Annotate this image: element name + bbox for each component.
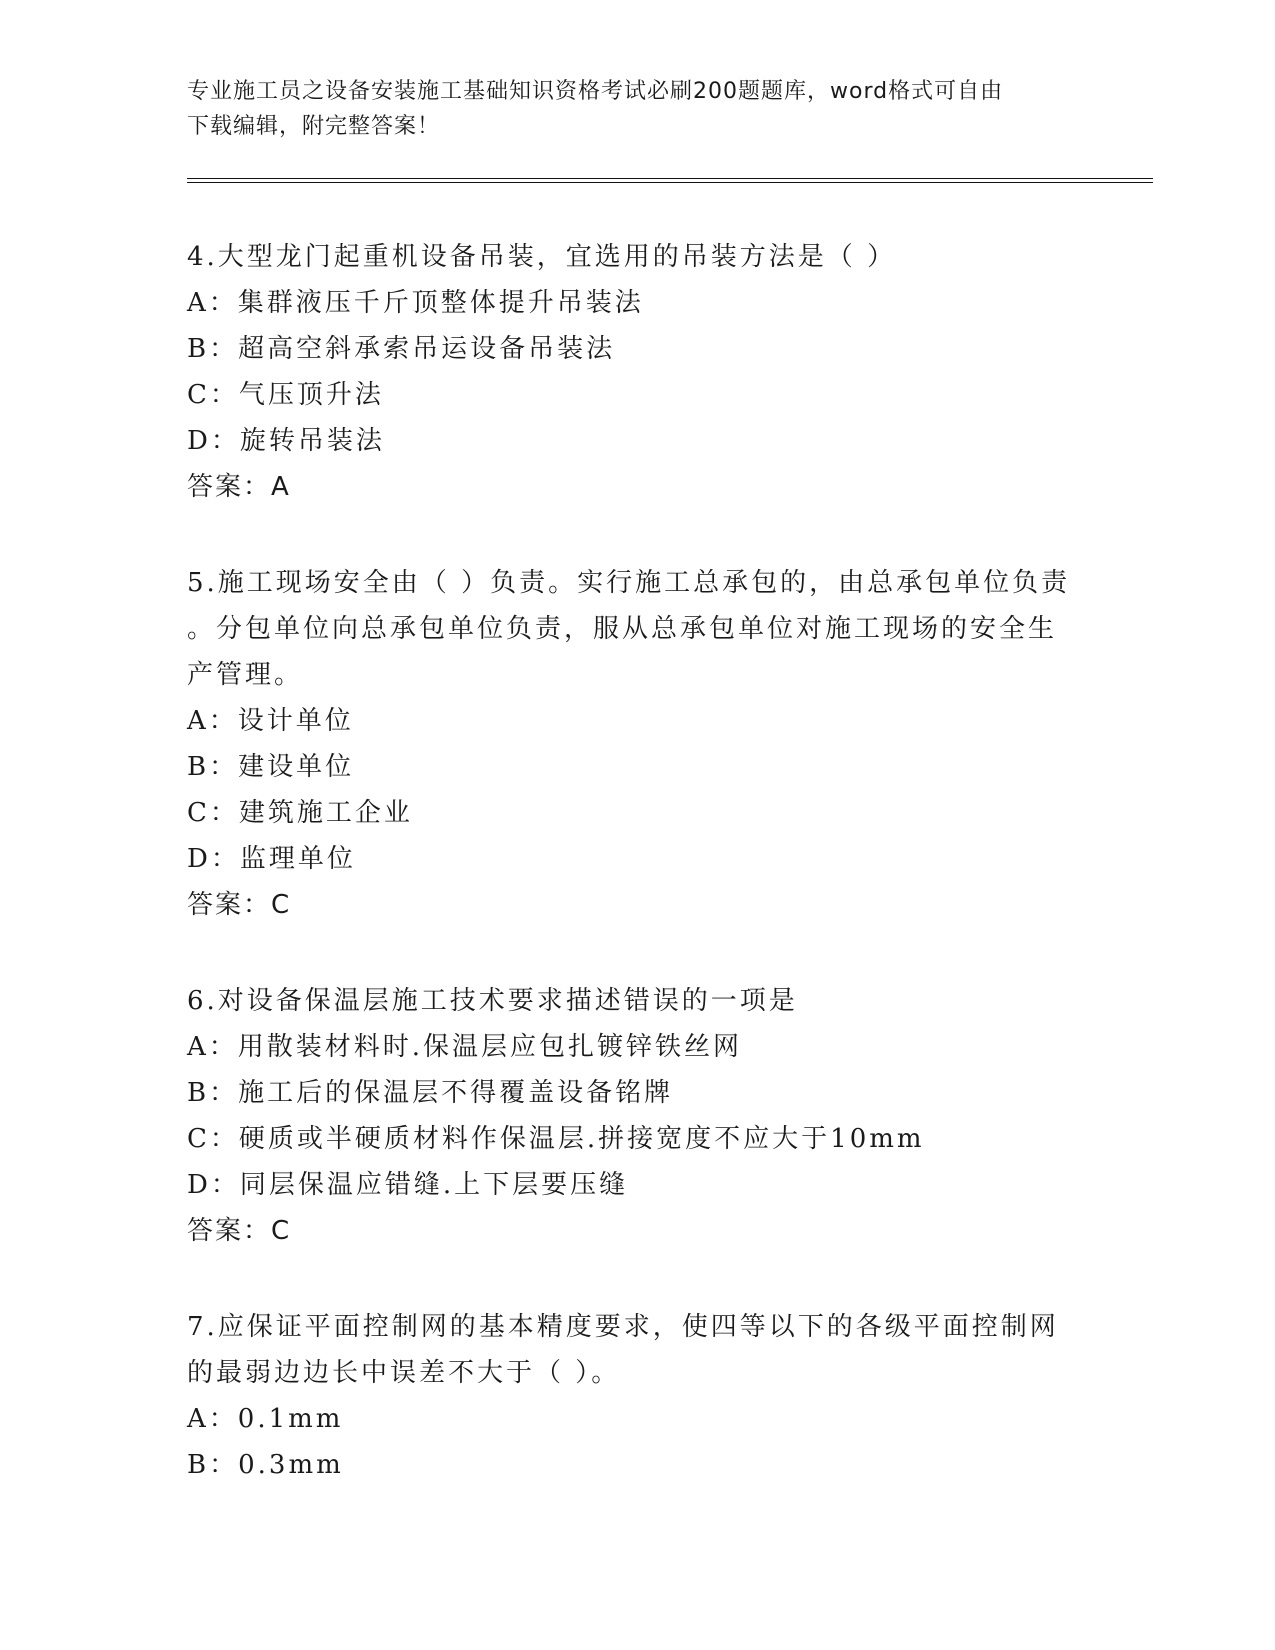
option-d: D：同层保温应错缝.上下层要压缝: [187, 1170, 629, 1200]
question-stem-line-1: 7.应保证平面控制网的基本精度要求，使四等以下的各级平面控制网: [187, 1312, 1059, 1342]
header-divider: [187, 178, 1153, 183]
question-stem: 6.对设备保温层施工技术要求描述错误的一项是: [187, 986, 798, 1016]
question-stem-line-1: 5.施工现场安全由（ ）负责。实行施工总承包的，由总承包单位负责: [187, 568, 1071, 598]
question-5: [187, 560, 1087, 928]
answer-line: 答案：A: [187, 472, 291, 502]
document-header: [187, 74, 1067, 144]
option-a: A：用散装材料时.保温层应包扎镀锌铁丝网: [187, 1032, 743, 1062]
header-line-1: 专业施工员之设备安装施工基础知识资格考试必刷200题题库，word格式可自由: [187, 79, 1004, 104]
question-stem-line-2: 的最弱边边长中误差不大于（ ）。: [187, 1358, 621, 1388]
header-line-2: 下载编辑，附完整答案！: [187, 114, 441, 139]
answer-line: 答案：C: [187, 1216, 292, 1246]
option-c: C：硬质或半硬质材料作保温层.拼接宽度不应大于10mm: [187, 1124, 925, 1154]
option-a: A：设计单位: [187, 706, 354, 736]
question-7: [187, 1304, 1087, 1488]
option-a: A：0.1mm: [187, 1404, 344, 1434]
question-4: [187, 234, 1087, 510]
option-b: B：超高空斜承索吊运设备吊装法: [187, 334, 616, 364]
option-d: D：监理单位: [187, 844, 356, 874]
option-b: B：施工后的保温层不得覆盖设备铭牌: [187, 1078, 674, 1108]
answer-line: 答案：C: [187, 890, 292, 920]
question-6: [187, 978, 1087, 1254]
option-c: C：建筑施工企业: [187, 798, 413, 828]
option-a: A：集群液压千斤顶整体提升吊装法: [187, 288, 644, 318]
option-d: D：旋转吊装法: [187, 426, 385, 456]
option-b: B：0.3mm: [187, 1450, 344, 1480]
question-stem-line-2: 。分包单位向总承包单位负责，服从总承包单位对施工现场的安全生: [187, 614, 1058, 644]
question-list: [187, 234, 1087, 1538]
option-b: B：建设单位: [187, 752, 355, 782]
question-stem-line-3: 产管理。: [187, 660, 304, 690]
option-c: C：气压顶升法: [187, 380, 384, 410]
question-stem: 4.大型龙门起重机设备吊装，宜选用的吊装方法是（ ）: [187, 242, 897, 272]
